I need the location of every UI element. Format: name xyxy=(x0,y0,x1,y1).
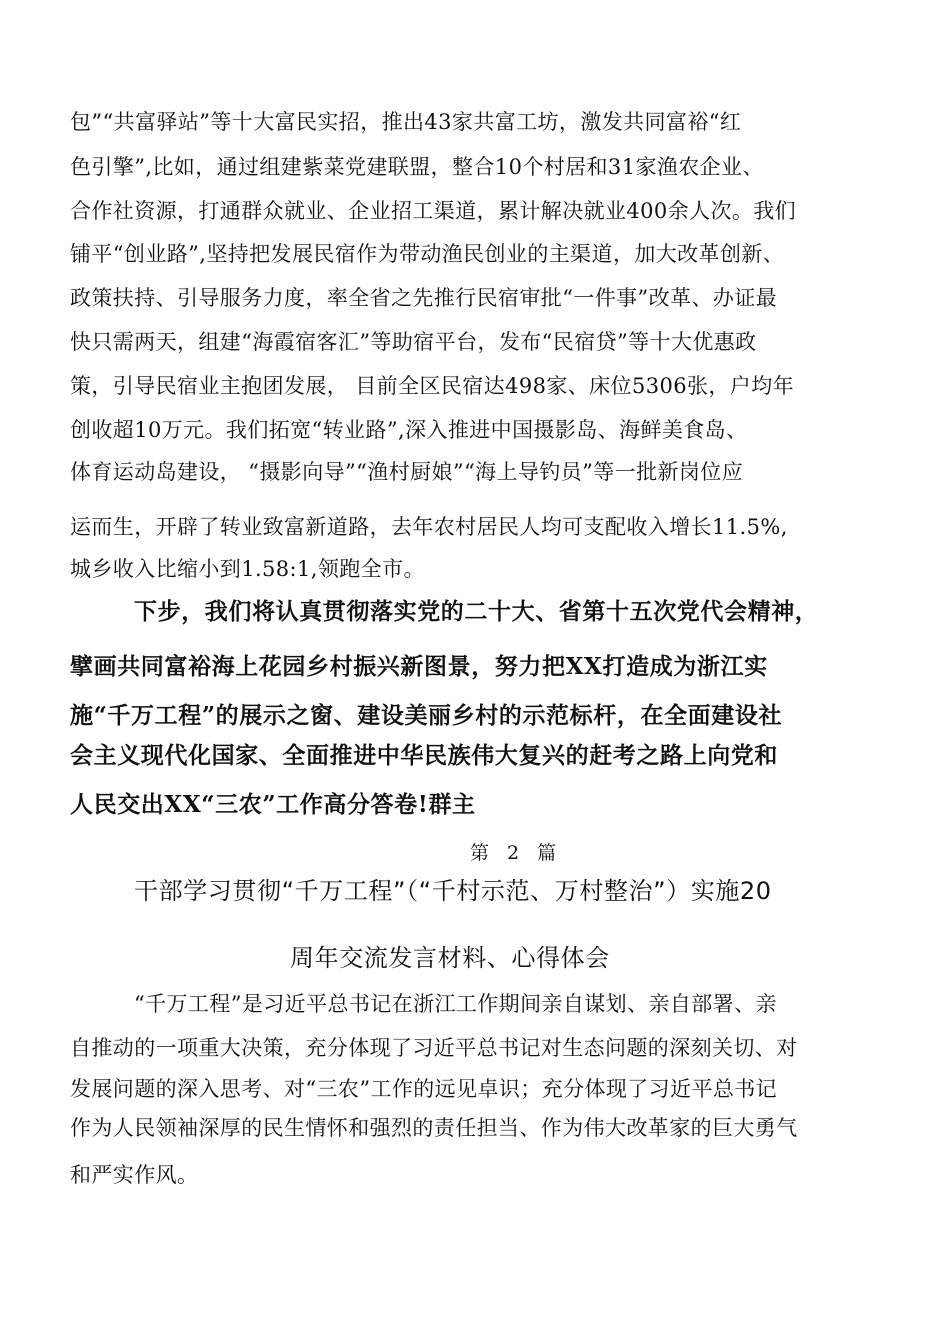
text-line: 城乡收入比缩小到1.58:1,领跑全市。 xyxy=(70,557,425,581)
article-title-line: 周年交流发言材料、心得体会 xyxy=(290,944,610,972)
text-line: 政策扶持、引导服务力度，率全省之先推行民宿审批“一件事”改革、办证最 xyxy=(70,286,778,310)
text-line: 作为人民领袖深厚的民生情怀和强烈的责任担当、作为伟大改革家的巨大勇气 xyxy=(70,1116,798,1140)
text-line: 策，引导民宿业主抱团发展， 目前全区民宿达498家、床位5306张，户均年 xyxy=(70,374,794,398)
text-line: 色引擎”,比如，通过组建紫菜党建联盟，整合10个村居和31家渔农企业、 xyxy=(70,155,764,179)
text-line: 合作社资源，打通群众就业、企业招工渠道，累计解决就业400余人次。我们 xyxy=(70,199,797,223)
article-number-label: 第 2 篇 xyxy=(470,842,563,864)
text-line: 体育运动岛建设， “摄影向导”“渔村厨娘”“海上导钓员”等一批新岗位应 xyxy=(70,460,744,484)
text-line: 包”“共富驿站”等十大富民实招，推出43家共富工坊，激发共同富裕“红 xyxy=(70,110,742,134)
text-line: 创收超10万元。我们拓宽“转业路”,深入推进中国摄影岛、海鲜美食岛、 xyxy=(70,418,748,442)
text-line: 运而生，开辟了转业致富新道路，去年农村居民人均可支配收入增长11.5%, xyxy=(70,515,788,539)
bold-text-line: 施“千万工程”的展示之窗、建设美丽乡村的示范标杆，在全面建设社 xyxy=(70,702,783,729)
text-line: “千万工程”是习近平总书记在浙江工作期间亲自谋划、亲自部署、亲 xyxy=(134,992,777,1016)
text-line: 和严实作风。 xyxy=(70,1163,199,1187)
article-title-line: 干部学习贯彻“千万工程”（“千村示范、万村整治”）实施20 xyxy=(134,877,772,905)
bold-text-line: 下步，我们将认真贯彻落实党的二十大、省第十五次党代会精神， xyxy=(134,598,819,625)
text-line: 自推动的一项重大决策，充分体现了习近平总书记对生态问题的深刻关切、对 xyxy=(70,1036,798,1060)
text-line: 发展问题的深入思考、对“三农”工作的远见卓识；充分体现了习近平总书记 xyxy=(70,1077,778,1101)
bold-text-line: 人民交出XX“三农”工作高分答卷!群主 xyxy=(70,791,476,818)
bold-text-line: 擘画共同富裕海上花园乡村振兴新图景，努力把XX打造成为浙江实 xyxy=(70,653,768,680)
text-line: 铺平“创业路”,坚持把发展民宿作为带动渔民创业的主渠道，加大改革创新、 xyxy=(70,242,785,266)
text-line: 快只需两天，组建“海霞宿客汇”等助宿平台，发布“民宿贷”等十大优惠政 xyxy=(70,330,757,354)
bold-text-line: 会主义现代化国家、全面推进中华民族伟大复兴的赶考之路上向党和 xyxy=(70,742,778,769)
